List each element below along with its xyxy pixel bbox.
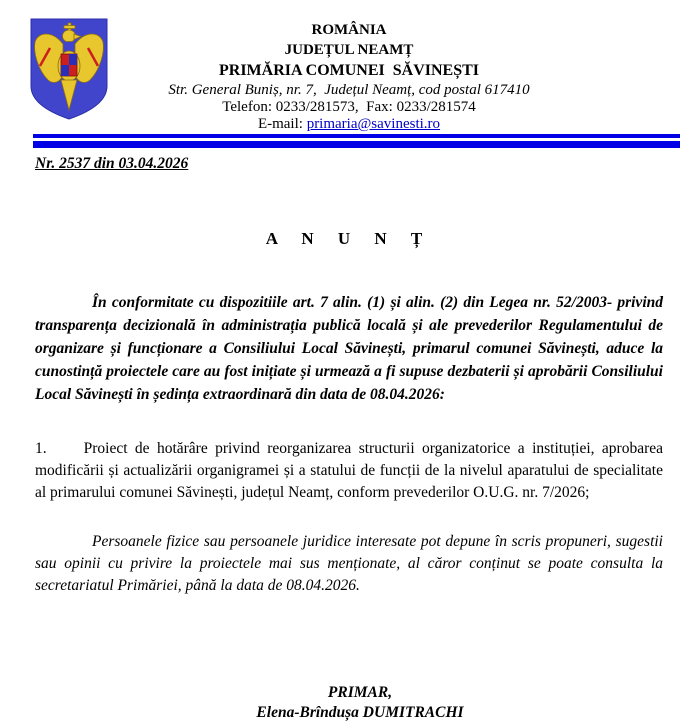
institution-address: Str. General Buniș, nr. 7, Județul Neamț, cod postal 617410 [168, 82, 530, 98]
registration-number: Nr. 2537 din 03.04.2026 [35, 155, 189, 172]
email-label: E-mail: [257, 116, 307, 132]
letterhead [0, 0, 698, 132]
signer-role: PRIMAR, [327, 684, 393, 701]
signer-name: Elena-Brîndușa DUMITRACHI [256, 704, 464, 721]
header-rule-thin [33, 134, 680, 138]
email-link[interactable]: primaria@savinesti.ro [306, 116, 441, 132]
document-title: A N U N Ț [265, 229, 433, 248]
list-item-text: Proiect de hotărâre privind reorganizarea structurii organizatorice a instituției, aprobarea modificării și actualizării organigramei și a statului de funcții de la nivelul aparatului de specialitate al primarului comunei Săvinești, județul Neamț, conform prevederilor O.U.G. nr. 7/2026; [35, 440, 663, 501]
list-item-number: 1. [35, 440, 47, 457]
agenda-item-1 [35, 438, 663, 504]
country-name: ROMÂNIA [311, 22, 387, 38]
phone-fax-line: Telefon: 0233/281573, Fax: 0233/281574 [222, 99, 476, 115]
header-rule-thick [33, 141, 680, 148]
signature-block [0, 683, 698, 723]
institution-name: PRIMĂRIA COMUNEI SĂVINEȘTI [218, 62, 480, 79]
county-name: JUDEȚUL NEAMȚ [284, 42, 414, 58]
romania-coat-of-arms-icon [30, 18, 108, 121]
feedback-paragraph: Persoanele fizice sau persoanele juridice interesate pot depune în scris propuneri, sugestii sau opinii cu privire la proiectele mai sus menționate, al căror conținut se poate consulta la secretariatul Primăriei, până la data de 08.04.2026. [35, 533, 663, 594]
intro-paragraph: În conformitate cu dispozitiile art. 7 alin. (1) și alin. (2) din Legea nr. 52/2003- privind transparența decizională în administrația publică locală și ale prevederilor Regulamentului de organizare și funcționare a Consiliului Local Săvinești, primarul comunei Săvinești, aduce la cunostință proiectele care au fost inițiate și urmează a fi supuse dezbaterii și aprobării Consiliului Local Săvinești în ședința extraordinară din data de 08.04.2026: [35, 294, 663, 403]
